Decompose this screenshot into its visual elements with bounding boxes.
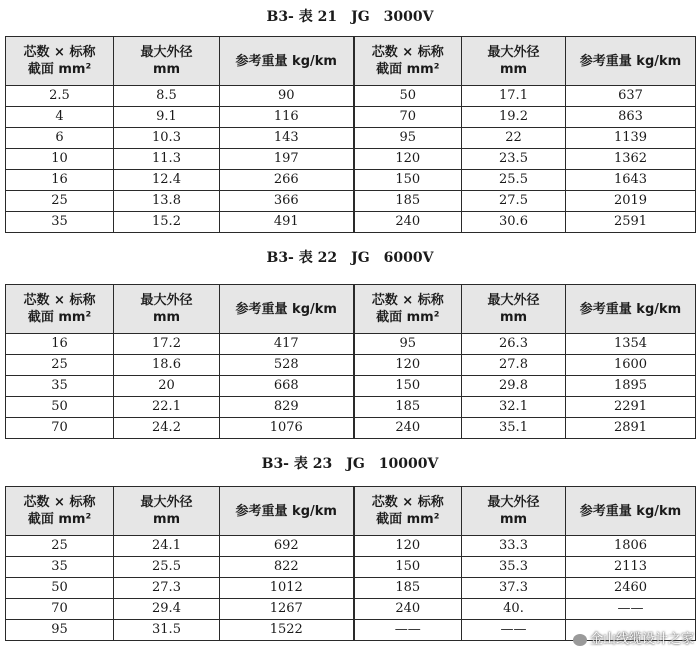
header-line: 芯数 × 标称 [23, 293, 96, 308]
table-cell: 120 [354, 149, 462, 170]
header-line: 截面 mm² [27, 512, 92, 527]
table-row [6, 128, 696, 149]
header-line: 最大外径 [487, 293, 540, 308]
table-cell: 2291 [566, 397, 696, 418]
header-line: mm [152, 512, 181, 527]
table-cell: 27.3 [114, 578, 220, 599]
table-cell: 25.5 [114, 557, 220, 578]
table-cell: 24.1 [114, 536, 220, 557]
table-23-title: B3- 表 23 JG 10000V [261, 456, 439, 472]
table-cell: 10.3 [114, 128, 220, 149]
table-cell: 240 [354, 418, 462, 439]
table-cell: 25.5 [462, 170, 566, 191]
table-cell: 16 [6, 334, 114, 355]
header-line: 芯数 × 标称 [371, 293, 444, 308]
header-weight: 参考重量 kg/km [220, 285, 354, 334]
table-cell: —— [566, 599, 696, 620]
header-max-diameter [462, 37, 566, 86]
header-line: 芯数 × 标称 [23, 495, 96, 510]
table-cell: 266 [220, 170, 354, 191]
table-cell: 50 [6, 578, 114, 599]
table-cell: 24.2 [114, 418, 220, 439]
header-cores-section [354, 285, 462, 334]
table-cell: 8.5 [114, 86, 220, 107]
table-row [6, 557, 696, 578]
header-cores-section [354, 487, 462, 536]
table-cell: —— [354, 620, 462, 641]
table-cell: 1895 [566, 376, 696, 397]
table-cell: 33.3 [462, 536, 566, 557]
header-line: mm [152, 310, 181, 325]
table-cell: 12.4 [114, 170, 220, 191]
table-cell: 1806 [566, 536, 696, 557]
table-cell: 95 [6, 620, 114, 641]
table-row [6, 170, 696, 191]
table-cell: 863 [566, 107, 696, 128]
header-line: 芯数 × 标称 [371, 45, 444, 60]
header-line: 最大外径 [140, 45, 193, 60]
table-cell: 2591 [566, 212, 696, 233]
table-cell: 150 [354, 170, 462, 191]
table-21-title: B3- 表 21 JG 3000V [266, 9, 434, 25]
header-max-diameter [114, 37, 220, 86]
header-max-diameter [462, 487, 566, 536]
table-cell: 22 [462, 128, 566, 149]
table-row [6, 599, 696, 620]
header-row [6, 285, 696, 334]
table-cell: 9.1 [114, 107, 220, 128]
header-max-diameter [114, 487, 220, 536]
table-23 [5, 486, 696, 641]
table-cell: 1267 [220, 599, 354, 620]
table-cell: 40. [462, 599, 566, 620]
table-cell: 31.5 [114, 620, 220, 641]
table-row [6, 107, 696, 128]
table-cell: 35 [6, 557, 114, 578]
table-cell: 668 [220, 376, 354, 397]
header-line: 截面 mm² [27, 62, 92, 77]
table-cell: 30.6 [462, 212, 566, 233]
table-cell: 15.2 [114, 212, 220, 233]
header-weight: 参考重量 kg/km [220, 487, 354, 536]
table-cell: 16 [6, 170, 114, 191]
table-cell: 185 [354, 191, 462, 212]
header-line: 截面 mm² [27, 310, 92, 325]
table-cell: 22.1 [114, 397, 220, 418]
table-cell: 2019 [566, 191, 696, 212]
header-line: 芯数 × 标称 [371, 495, 444, 510]
header-weight: 参考重量 kg/km [566, 285, 696, 334]
header-line: 最大外径 [487, 495, 540, 510]
table-cell: 95 [354, 334, 462, 355]
table-cell: 822 [220, 557, 354, 578]
table-cell: 1362 [566, 149, 696, 170]
table-cell: 240 [354, 212, 462, 233]
table-cell: 1354 [566, 334, 696, 355]
table-22-title: B3- 表 22 JG 6000V [266, 250, 434, 266]
header-line: mm [499, 512, 528, 527]
header-line: 截面 mm² [376, 512, 440, 527]
table-cell: 29.8 [462, 376, 566, 397]
header-cores-section [6, 285, 114, 334]
header-weight: 参考重量 kg/km [566, 487, 696, 536]
table-cell: 27.5 [462, 191, 566, 212]
table-21 [5, 36, 696, 233]
table-cell: 19.2 [462, 107, 566, 128]
header-cores-section [354, 37, 462, 86]
table-cell: 829 [220, 397, 354, 418]
table-cell: 13.8 [114, 191, 220, 212]
table-cell: 150 [354, 557, 462, 578]
table-cell: 37.3 [462, 578, 566, 599]
table-cell: 417 [220, 334, 354, 355]
table-row [6, 376, 696, 397]
table-row [6, 536, 696, 557]
table-cell: 240 [354, 599, 462, 620]
table-cell: 90 [220, 86, 354, 107]
table-row [6, 191, 696, 212]
table-cell: 1139 [566, 128, 696, 149]
table-cell: 29.4 [114, 599, 220, 620]
table-cell: 25 [6, 191, 114, 212]
table-cell: 2.5 [6, 86, 114, 107]
table-cell: 25 [6, 536, 114, 557]
wechat-icon [573, 634, 587, 646]
table-row [6, 86, 696, 107]
table-cell: 18.6 [114, 355, 220, 376]
table-cell: 35 [6, 212, 114, 233]
table-cell: 26.3 [462, 334, 566, 355]
header-line: 截面 mm² [376, 310, 440, 325]
table-row [6, 355, 696, 376]
table-cell: 2460 [566, 578, 696, 599]
table-cell: 70 [354, 107, 462, 128]
header-line: mm [499, 62, 528, 77]
table-cell: 637 [566, 86, 696, 107]
table-cell: 197 [220, 149, 354, 170]
table-cell: 120 [354, 536, 462, 557]
table-cell: 35.3 [462, 557, 566, 578]
header-line: 最大外径 [140, 495, 193, 510]
table-row [6, 418, 696, 439]
header-max-diameter [462, 285, 566, 334]
table-cell: 2113 [566, 557, 696, 578]
table-cell: 95 [354, 128, 462, 149]
table-cell: 10 [6, 149, 114, 170]
table-cell: 17.1 [462, 86, 566, 107]
table-cell: 185 [354, 397, 462, 418]
table-cell: 27.8 [462, 355, 566, 376]
table-cell: 4 [6, 107, 114, 128]
table-cell: 692 [220, 536, 354, 557]
table-row [6, 397, 696, 418]
table-cell: 70 [6, 599, 114, 620]
header-row [6, 487, 696, 536]
table-cell: 1522 [220, 620, 354, 641]
table-cell: 35 [6, 376, 114, 397]
table-cell: 1643 [566, 170, 696, 191]
table-cell: 528 [220, 355, 354, 376]
watermark [573, 628, 694, 647]
header-line: 截面 mm² [376, 62, 440, 77]
header-weight: 参考重量 kg/km [220, 37, 354, 86]
header-max-diameter [114, 285, 220, 334]
table-cell: 143 [220, 128, 354, 149]
table-cell: 11.3 [114, 149, 220, 170]
header-cores-section [6, 37, 114, 86]
table-cell: 23.5 [462, 149, 566, 170]
table-cell: 50 [354, 86, 462, 107]
table-cell: 6 [6, 128, 114, 149]
table-cell: 20 [114, 376, 220, 397]
table-cell: 150 [354, 376, 462, 397]
table-22 [5, 284, 696, 439]
header-weight: 参考重量 kg/km [566, 37, 696, 86]
table-cell: 25 [6, 355, 114, 376]
table-cell: 116 [220, 107, 354, 128]
table-cell: 1600 [566, 355, 696, 376]
header-row [6, 37, 696, 86]
header-line: 最大外径 [487, 45, 540, 60]
table-cell: 70 [6, 418, 114, 439]
table-cell: 17.2 [114, 334, 220, 355]
table-row [6, 212, 696, 233]
table-cell: 185 [354, 578, 462, 599]
table-cell: 32.1 [462, 397, 566, 418]
table-cell: 491 [220, 212, 354, 233]
table-cell: 2891 [566, 418, 696, 439]
header-cores-section [6, 487, 114, 536]
table-row [6, 578, 696, 599]
header-line: 芯数 × 标称 [23, 45, 96, 60]
table-cell: 1012 [220, 578, 354, 599]
table-row [6, 149, 696, 170]
table-cell: 366 [220, 191, 354, 212]
table-cell: 50 [6, 397, 114, 418]
header-line: mm [152, 62, 181, 77]
watermark-text: 金山线缆设计之家 [589, 632, 694, 647]
table-cell: —— [462, 620, 566, 641]
table-cell: 120 [354, 355, 462, 376]
table-row [6, 334, 696, 355]
table-cell: 1076 [220, 418, 354, 439]
header-line: 最大外径 [140, 293, 193, 308]
header-line: mm [499, 310, 528, 325]
table-cell: 35.1 [462, 418, 566, 439]
